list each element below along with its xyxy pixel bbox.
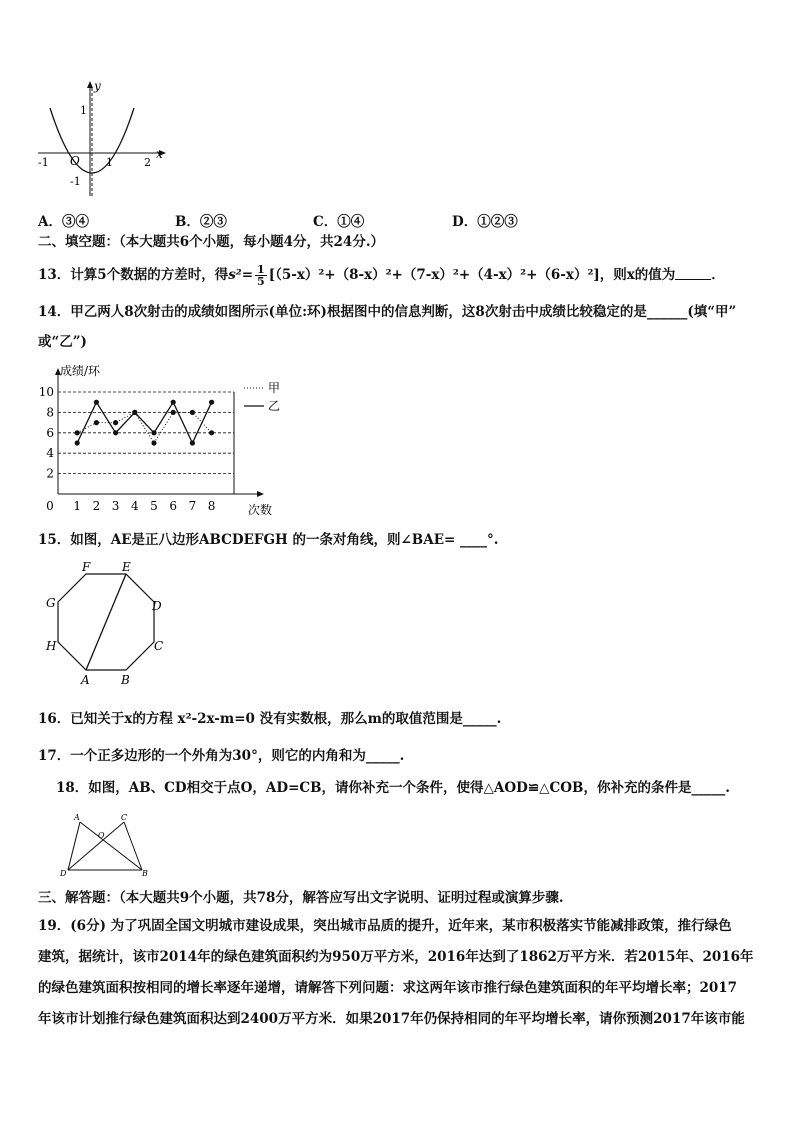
q13-answer-blank xyxy=(675,267,711,280)
option-d xyxy=(452,210,518,230)
series-yi-point-2 xyxy=(94,400,99,405)
y-tick-1: 1 xyxy=(80,104,87,117)
series-yi-point-1 xyxy=(75,440,80,445)
octagon-vertex-c: C xyxy=(154,639,164,653)
legend-jia-label: 甲 xyxy=(268,381,281,395)
x-tick-label-7: 7 xyxy=(188,499,197,513)
x-tick-neg1: -1 xyxy=(38,156,49,169)
triangle-label-o: O xyxy=(98,831,105,840)
question-19-line3: 的绿色建筑面积按相同的增长率逐年递增，请解答下列问题：求这两年该市推行绿色建筑面积的年平均增长率；2017 xyxy=(38,980,738,996)
q13-s2: s²= xyxy=(228,267,254,283)
y-tick-label-6: 6 xyxy=(46,425,54,440)
question-15: 15．如图，AE是正八边形ABCDEFGH 的一条对角线，则∠BAE= ____°. xyxy=(38,532,499,548)
chart-xlabel: 次数 xyxy=(248,503,273,517)
x-tick-label-1: 1 xyxy=(73,499,82,513)
section3-heading: 三、解答题：（本大题共9个小题，共78分，解答应写出文字说明、证明过程或演算步骤. xyxy=(38,890,564,906)
triangle-label-d: D xyxy=(60,869,67,878)
x-tick-label-0: 0 xyxy=(46,499,54,513)
triangle-label-a: A xyxy=(74,813,80,822)
option-value: ①④ xyxy=(337,214,365,230)
octagon-vertex-h: H xyxy=(46,639,57,653)
option-a xyxy=(38,210,89,230)
y-tick-neg1: -1 xyxy=(70,175,81,188)
option-value: ③④ xyxy=(61,214,89,230)
x-tick-label-3: 3 xyxy=(111,499,120,513)
octagon-vertex-e: E xyxy=(122,560,131,574)
x-tick-label-2: 2 xyxy=(92,499,101,513)
triangle-label-b: B xyxy=(142,869,148,878)
option-c xyxy=(313,210,364,230)
question-17: 17．一个正多边形的一个外角为30°，则它的内角和为_____. xyxy=(38,748,405,764)
series-jia-point-1 xyxy=(75,430,80,435)
x-tick-label-6: 6 xyxy=(169,499,178,513)
y-tick-label-10: 10 xyxy=(38,385,54,399)
option-letter: A． xyxy=(38,214,62,230)
series-yi-point-7 xyxy=(190,440,195,445)
series-yi-point-3 xyxy=(113,430,118,435)
series-jia-point-8 xyxy=(209,430,214,435)
q13-fraction xyxy=(255,264,267,287)
octagon-figure xyxy=(44,560,176,688)
q13-text: 计算5个数据的方差时，得 xyxy=(70,267,229,283)
octagon-vertex-b: B xyxy=(121,673,130,687)
shooting-score-chart xyxy=(38,362,298,520)
question-14-line2: 或“乙”) xyxy=(38,334,87,350)
option-value: ②③ xyxy=(199,214,227,230)
octagon-vertex-f: F xyxy=(82,560,91,574)
q13-number: 13． xyxy=(38,267,71,283)
question-19-line2: 建筑，据统计，该市2014年的绿色建筑面积约为950万平方米，2016年达到了1862万平方米．若2015年、2016年 xyxy=(38,949,754,965)
q13-frac-den: 5 xyxy=(257,275,265,288)
y-tick-label-4: 4 xyxy=(46,446,54,461)
series-yi-point-8 xyxy=(209,400,214,405)
intersecting-triangles-figure xyxy=(58,810,150,880)
octagon-vertex-g: G xyxy=(46,596,56,610)
question-19-line4: 年该市计划推行绿色建筑面积达到2400万平方米．如果2017年仍保持相同的年平均增长率，请你预测2017年该市能 xyxy=(38,1011,745,1027)
x-axis-arrow xyxy=(257,491,264,497)
octagon-vertex-a: A xyxy=(81,673,90,687)
y-axis-label: y xyxy=(94,79,101,93)
triangle-label-c: C xyxy=(121,813,128,822)
x-tick-label-8: 8 xyxy=(207,499,216,513)
y-tick-label-8: 8 xyxy=(46,405,54,420)
series-jia-point-7 xyxy=(190,410,195,415)
option-value: ①②③ xyxy=(477,214,518,230)
x-tick-label-4: 4 xyxy=(130,499,139,513)
series-jia-line xyxy=(77,412,211,443)
x-tick-1: 1 xyxy=(106,156,113,169)
series-jia-point-6 xyxy=(171,410,176,415)
x-tick-label-5: 5 xyxy=(150,499,158,513)
option-b xyxy=(175,210,227,230)
chart-ylabel: 成绩/环 xyxy=(60,364,101,378)
series-yi-point-6 xyxy=(171,400,176,405)
option-letter: B． xyxy=(175,214,200,230)
q13-end: ． xyxy=(711,267,725,283)
question-14-line1: 14．甲乙两人8次射击的成绩如图所示(单位:环)根据图中的信息判断，这8次射击中成绩比较稳定的是______(填“甲” xyxy=(38,304,737,320)
series-jia-point-3 xyxy=(113,420,118,425)
parabola-graph xyxy=(34,78,174,200)
option-letter: C． xyxy=(313,214,338,230)
question-16: 16．已知关于x的方程 x²-2x-m=0 没有实数根，那么m的取值范围是_____. xyxy=(38,711,502,727)
y-tick-label-2: 2 xyxy=(46,466,54,481)
octagon-vertex-d: D xyxy=(152,599,162,613)
origin-label: O xyxy=(70,154,80,168)
q13-frac-num: 1 xyxy=(257,263,265,276)
series-jia-point-5 xyxy=(151,440,156,445)
legend-yi-label: 乙 xyxy=(268,399,281,413)
question-19-line1: 19．(6分) 为了巩固全国文明城市建设成果，突出城市品质的提升，近年来，某市积极落实节能减排政策，推行绿色 xyxy=(38,918,732,934)
x-axis-label: x xyxy=(156,147,163,161)
series-jia-point-2 xyxy=(94,420,99,425)
section2-heading: 二、填空题：（本大题共6个小题，每小题4分，共24分.） xyxy=(38,234,385,250)
q13-expression: [（5-x）²+（8-x）²+（7-x）²+（4-x）²+（6-x）²]，则x的值为 xyxy=(268,267,676,283)
series-yi-point-4 xyxy=(132,410,137,415)
series-yi-point-5 xyxy=(151,430,156,435)
question-13 xyxy=(38,262,725,288)
option-letter: D． xyxy=(452,214,478,230)
x-tick-2: 2 xyxy=(144,156,151,169)
question-18: 18．如图，AB、CD相交于点O，AD=CB，请你补充一个条件，使得△AOD≌△COB，你补充的条件是_____. xyxy=(56,780,730,796)
